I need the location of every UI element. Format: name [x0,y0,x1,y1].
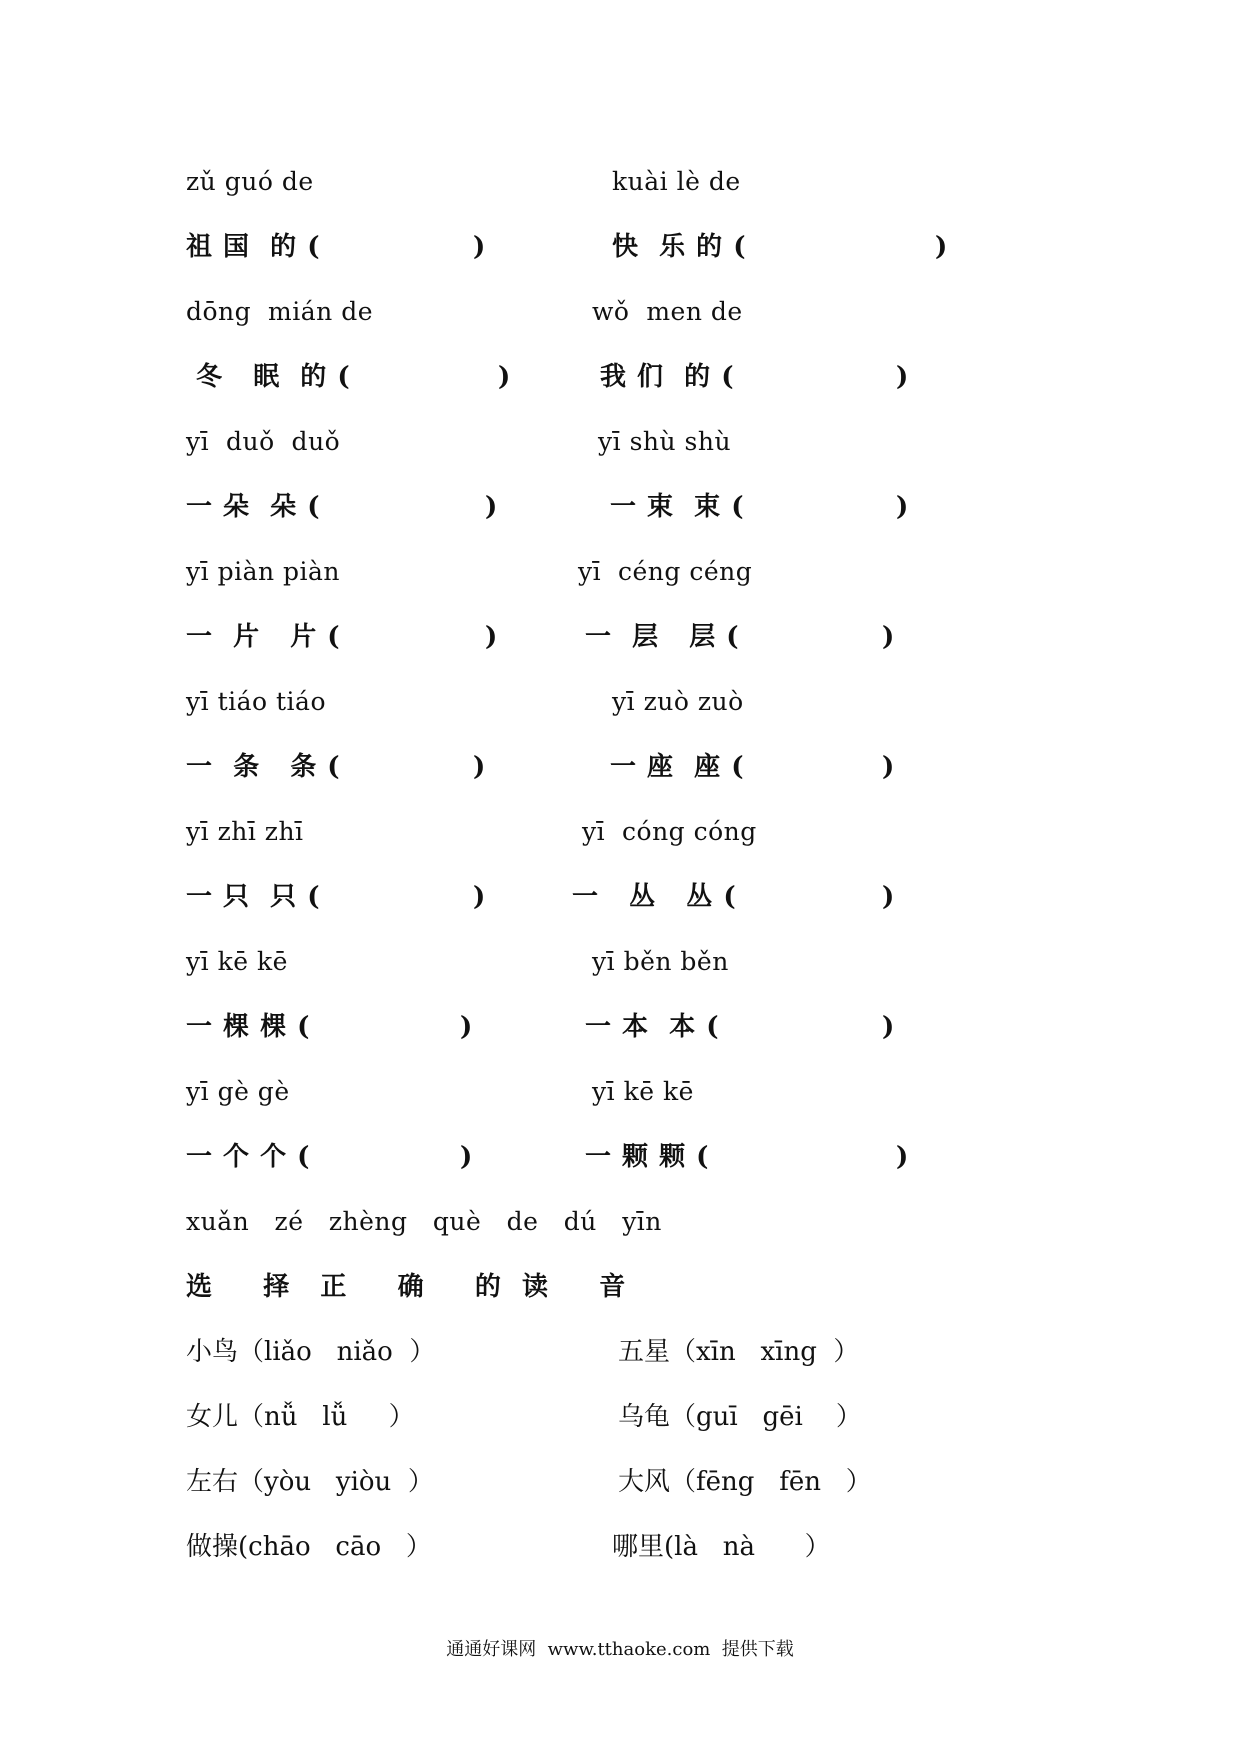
hanzi-right: 快 乐 的 ( [612,232,747,262]
section-pinyin-row [0,1202,1240,1242]
page-footer: 通通好课网 www.tthaoke.com 提供下载 [446,1639,794,1660]
exercise-row-pinyin [0,422,1240,462]
hanzi-left: 一 棵 棵 ( [186,1012,311,1042]
exercise-row-pinyin [0,812,1240,852]
blank-close-right: ) [882,1012,896,1042]
hanzi-right: 一 本 本 ( [585,1012,720,1042]
hanzi-left: 祖 国 的 ( [186,232,321,262]
choice-row [0,1397,1240,1437]
pinyin-left: yī kē kē [186,947,288,976]
hanzi-right: 一 座 座 ( [610,752,745,782]
pinyin-right: wǒ men de [592,297,743,326]
choice-left: 小鸟（liǎo niǎo ） [186,1337,436,1367]
pinyin-left: yī duǒ duǒ [186,427,341,456]
pinyin-left: dōng mián de [186,297,374,326]
exercise-row-hanzi [0,617,1240,657]
hanzi-right: 一 束 束 ( [610,492,745,522]
exercise-row-hanzi [0,227,1240,267]
hanzi-left: 一 片 片 ( [186,622,341,652]
exercise-row-hanzi [0,1007,1240,1047]
blank-close-right: ) [896,1142,910,1172]
blank-close-left: ) [460,1012,474,1042]
hanzi-left: 冬 眠 的 ( [186,362,351,392]
blank-close-left: ) [473,752,487,782]
pinyin-right: yī kē kē [592,1077,694,1106]
pinyin-right: yī běn běn [592,947,729,976]
hanzi-left: 一 个 个 ( [186,1142,311,1172]
blank-close-right: ) [935,232,949,262]
exercise-row-pinyin [0,292,1240,332]
pinyin-right: yī zuò zuò [612,687,744,716]
hanzi-left: 一 只 只 ( [186,882,321,912]
blank-close-left: ) [473,882,487,912]
exercise-row-pinyin [0,682,1240,722]
pinyin-left: yī gè gè [186,1077,290,1106]
choice-row [0,1462,1240,1502]
choice-left: 做操(chāo cāo ） [186,1532,432,1562]
blank-close-left: ) [460,1142,474,1172]
exercise-row-hanzi [0,747,1240,787]
choice-right: 哪里(là nà ） [612,1532,831,1562]
pinyin-right: yī shù shù [598,427,732,456]
exercise-row-hanzi [0,1137,1240,1177]
pinyin-left: zǔ guó de [186,167,314,196]
choice-right: 五星（xīn xīng ） [618,1337,860,1367]
exercise-row-pinyin [0,942,1240,982]
blank-close-left: ) [473,232,487,262]
exercise-row-hanzi [0,357,1240,397]
pinyin-left: yī zhī zhī [186,817,304,846]
hanzi-left: 一 条 条 ( [186,752,341,782]
pinyin-left: yī tiáo tiáo [186,687,327,716]
section-pinyin: xuǎn zé zhèng què de dú yīn [186,1207,662,1236]
blank-close-right: ) [882,882,896,912]
blank-close-right: ) [896,492,910,522]
choice-left: 左右（yòu yiòu ） [186,1467,434,1497]
exercise-row-pinyin [0,1072,1240,1112]
exercise-row-pinyin [0,162,1240,202]
hanzi-right: 一 丛 丛 ( [572,882,737,912]
pinyin-right: yī céng céng [578,557,753,586]
pinyin-left: yī piàn piàn [186,557,341,586]
choice-right: 大风（fēng fēn ） [618,1467,872,1497]
exercise-row-pinyin [0,552,1240,592]
blank-close-right: ) [882,752,896,782]
section-title-row [0,1267,1240,1307]
choice-row [0,1332,1240,1372]
section-title: 选 择 正 确 的 读 音 [186,1272,627,1302]
blank-close-left: ) [498,362,512,392]
pinyin-right: kuài lè de [612,167,741,196]
hanzi-left: 一 朵 朵 ( [186,492,321,522]
exercise-row-hanzi [0,877,1240,917]
exercise-row-hanzi [0,487,1240,527]
blank-close-right: ) [896,362,910,392]
blank-close-right: ) [882,622,896,652]
choice-row [0,1527,1240,1567]
choice-right: 乌龟（guī gēi ） [618,1402,862,1432]
pinyin-right: yī cóng cóng [582,817,757,846]
blank-close-left: ) [485,492,499,522]
blank-close-left: ) [485,622,499,652]
choice-left: 女儿（nǚ lǚ ） [186,1402,415,1432]
hanzi-right: 我 们 的 ( [600,362,735,392]
hanzi-right: 一 颗 颗 ( [585,1142,710,1172]
hanzi-right: 一 层 层 ( [585,622,740,652]
